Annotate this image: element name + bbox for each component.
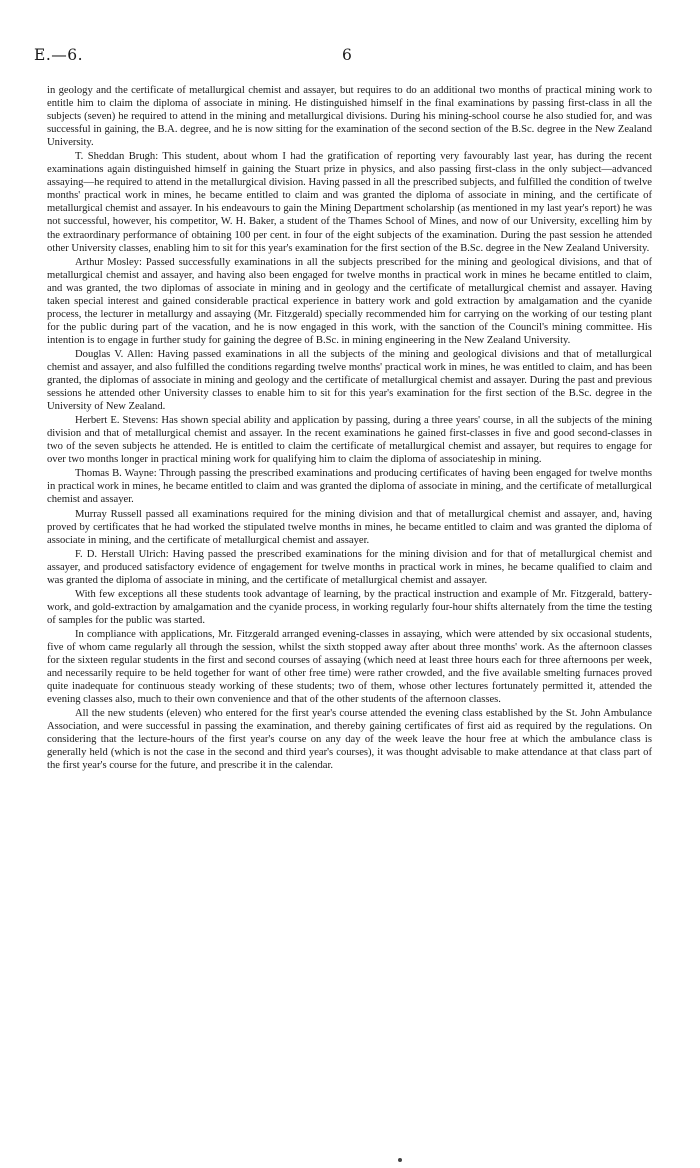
paragraph-practical-instruction: With few exceptions all these students took advantage of learning, by the practical instruction and example of Mr. Fitzgerald, battery-work, and gold-extraction by amalgamation and the cyanide process, in working regularly four-hour shifts alternately from the time the testing of samples for the public was started. [47, 588, 652, 626]
paragraph-russell: Murray Russell passed all examinations required for the mining division and that of metallurgical chemist and assayer, and, having proved by certificates that he had worked the stipulated twelve months in mines, he became entitled to claim and was granted the diploma of associate in mining, and the certificate of metallurgical chemist and assayer. [47, 508, 652, 546]
paragraph-brugh: T. Sheddan Brugh: This student, about whom I had the gratification of reporting very favourably last year, has during the recent examinations again distinguished himself in gaining the Stuart prize in physics, and also passing first-class in the only subject—advanced assaying—he required to attend in the metallurgical division. Having passed in all the prescribed subjects, and fulfilled the condition of twelve months' practical work in mines, he became entitled to claim and was granted the diploma of associate in mining, and the certificate of metallurgical chemist and assayer. In his endeavours to gain the Mining Department scholarship (as mentioned in my last year's report) he was not successful, however, his competitor, W. H. Baker, a student of the Thames School of Mines, and now of our University, excelling him by the extraordinary performance of obtaining 100 per cent. in four of the eight subjects of the examination. During the past session he attended other University classes, enabling him to sit for this year's examination for the first section of the B.Sc. degree in the New Zealand University. [47, 151, 652, 254]
paragraph-continuation: in geology and the certificate of metallurgical chemist and assayer, but requires to do an additional two months of practical mining work to entitle him to claim the diploma of associate in mining. He distinguished himself in the final examinations by passing first-class in all the subjects (seven) he required to attend in the mining and metallurgical divisions. During his mining-school course he also studied for, and was successful in gaining, the B.A. degree, and he is now sitting for the examination of the second section of the B.Sc. degree in the New Zealand University. [47, 85, 652, 149]
paragraph-ambulance-class: All the new students (eleven) who entered for the first year's course attended the evening class established by the St. John Ambulance Association, and were successful in passing the examination, and thereby gaining certificates of first aid as required by the regulations. On considering that the lecture-hours of the first year's course on any day of the week leave the hour free at which the ambulance class is generally held (which is not the case in the second and third year's courses), it was thought advisable to make attendance at that class part of the first year's course for the future, and prescribe it in the calendar. [47, 708, 652, 772]
page-header [34, 46, 664, 68]
page-number: 6 [342, 46, 352, 64]
print-mark [398, 1158, 402, 1162]
document-reference: E.—6. [34, 46, 84, 64]
page-body [47, 84, 652, 773]
paragraph-mosley: Arthur Mosley: Passed successfully examinations in all the subjects prescribed for the mining and geological divisions, and that of metallurgical chemist and assayer, and having also been engaged for twelve months in practical work in mines he became entitled to claim, and was granted, the two diplomas of associate in mining and in geology and the certificate of metallurgical chemist and assayer. Having taken special interest and gained considerable practical experience in battery work and gold extraction by amalgamation and the cyanide process, the lecturer in metallurgy and assaying (Mr. Fitzgerald) specially recommended him for carrying on the working of our testing plant for the public during part of the vacation, and he is now engaged in this work, with the sanction of the Council's mining committee. His intention is to engage in further study for gaining the degree of B.Sc. in mining engineering in the New Zealand University. [47, 256, 652, 346]
paragraph-allen: Douglas V. Allen: Having passed examinations in all the subjects of the mining and geological divisions and that of metallurgical chemist and assayer, and also fulfilled the conditions regarding twelve months' practical work in mines, he was entitled to claim, and has been granted, the diplomas of associate in mining and geology and the certificate of metallurgical chemist and assayer. During the past and previous sessions he attended other University classes to enable him to sit for this year's examination for the first section of the B.Sc. degree in the University of New Zealand. [47, 348, 652, 413]
paragraph-evening-classes: In compliance with applications, Mr. Fitzgerald arranged evening-classes in assaying, which were attended by six occasional students, five of whom came regularly all through the session, whilst the sixth stopped away after about three months' work. As the afternoon classes for the sixteen regular students in the first and second courses of assaying (which need at least three hours each for three afternoons per week, and necessarily require to be held together for want of other free time) were rather crowded, and the five available smelting furnaces proved quite inadequate for continuous steady working of these students; two of them, whose other lectures fortunately permitted it, attended the evening classes also, much to their own convenience and that of the other students of the afternoon classes. [47, 628, 652, 706]
paragraph-stevens: Herbert E. Stevens: Has shown special ability and application by passing, during a three years' course, in all the subjects of the mining division and that of metallurgical chemist and assayer. In the recent examinations he gained first-classes in five and good second-classes in two of the seven subjects he attended. He is entitled to claim the certificate of metallurgical chemist and assayer, but requires to engage for over two months longer in practical mining work for qualifying him to claim the diploma of associateship in mining. [47, 415, 652, 466]
paragraph-ulrich: F. D. Herstall Ulrich: Having passed the prescribed examinations for the mining division and for that of metallurgical chemist and assayer, and produced satisfactory evidence of engagement for twelve months in practical work in mines, he became qualified to claim and was granted the diploma of associate in mining, and the certificate of metallurgical chemist and assayer. [47, 548, 652, 586]
paragraph-wayne: Thomas B. Wayne: Through passing the prescribed examinations and producing certificates of having been engaged for twelve months in practical work in mines, he became entitled to claim and was granted the diploma of associate in mining, and the certificate of metallurgical chemist and assayer. [47, 468, 652, 506]
